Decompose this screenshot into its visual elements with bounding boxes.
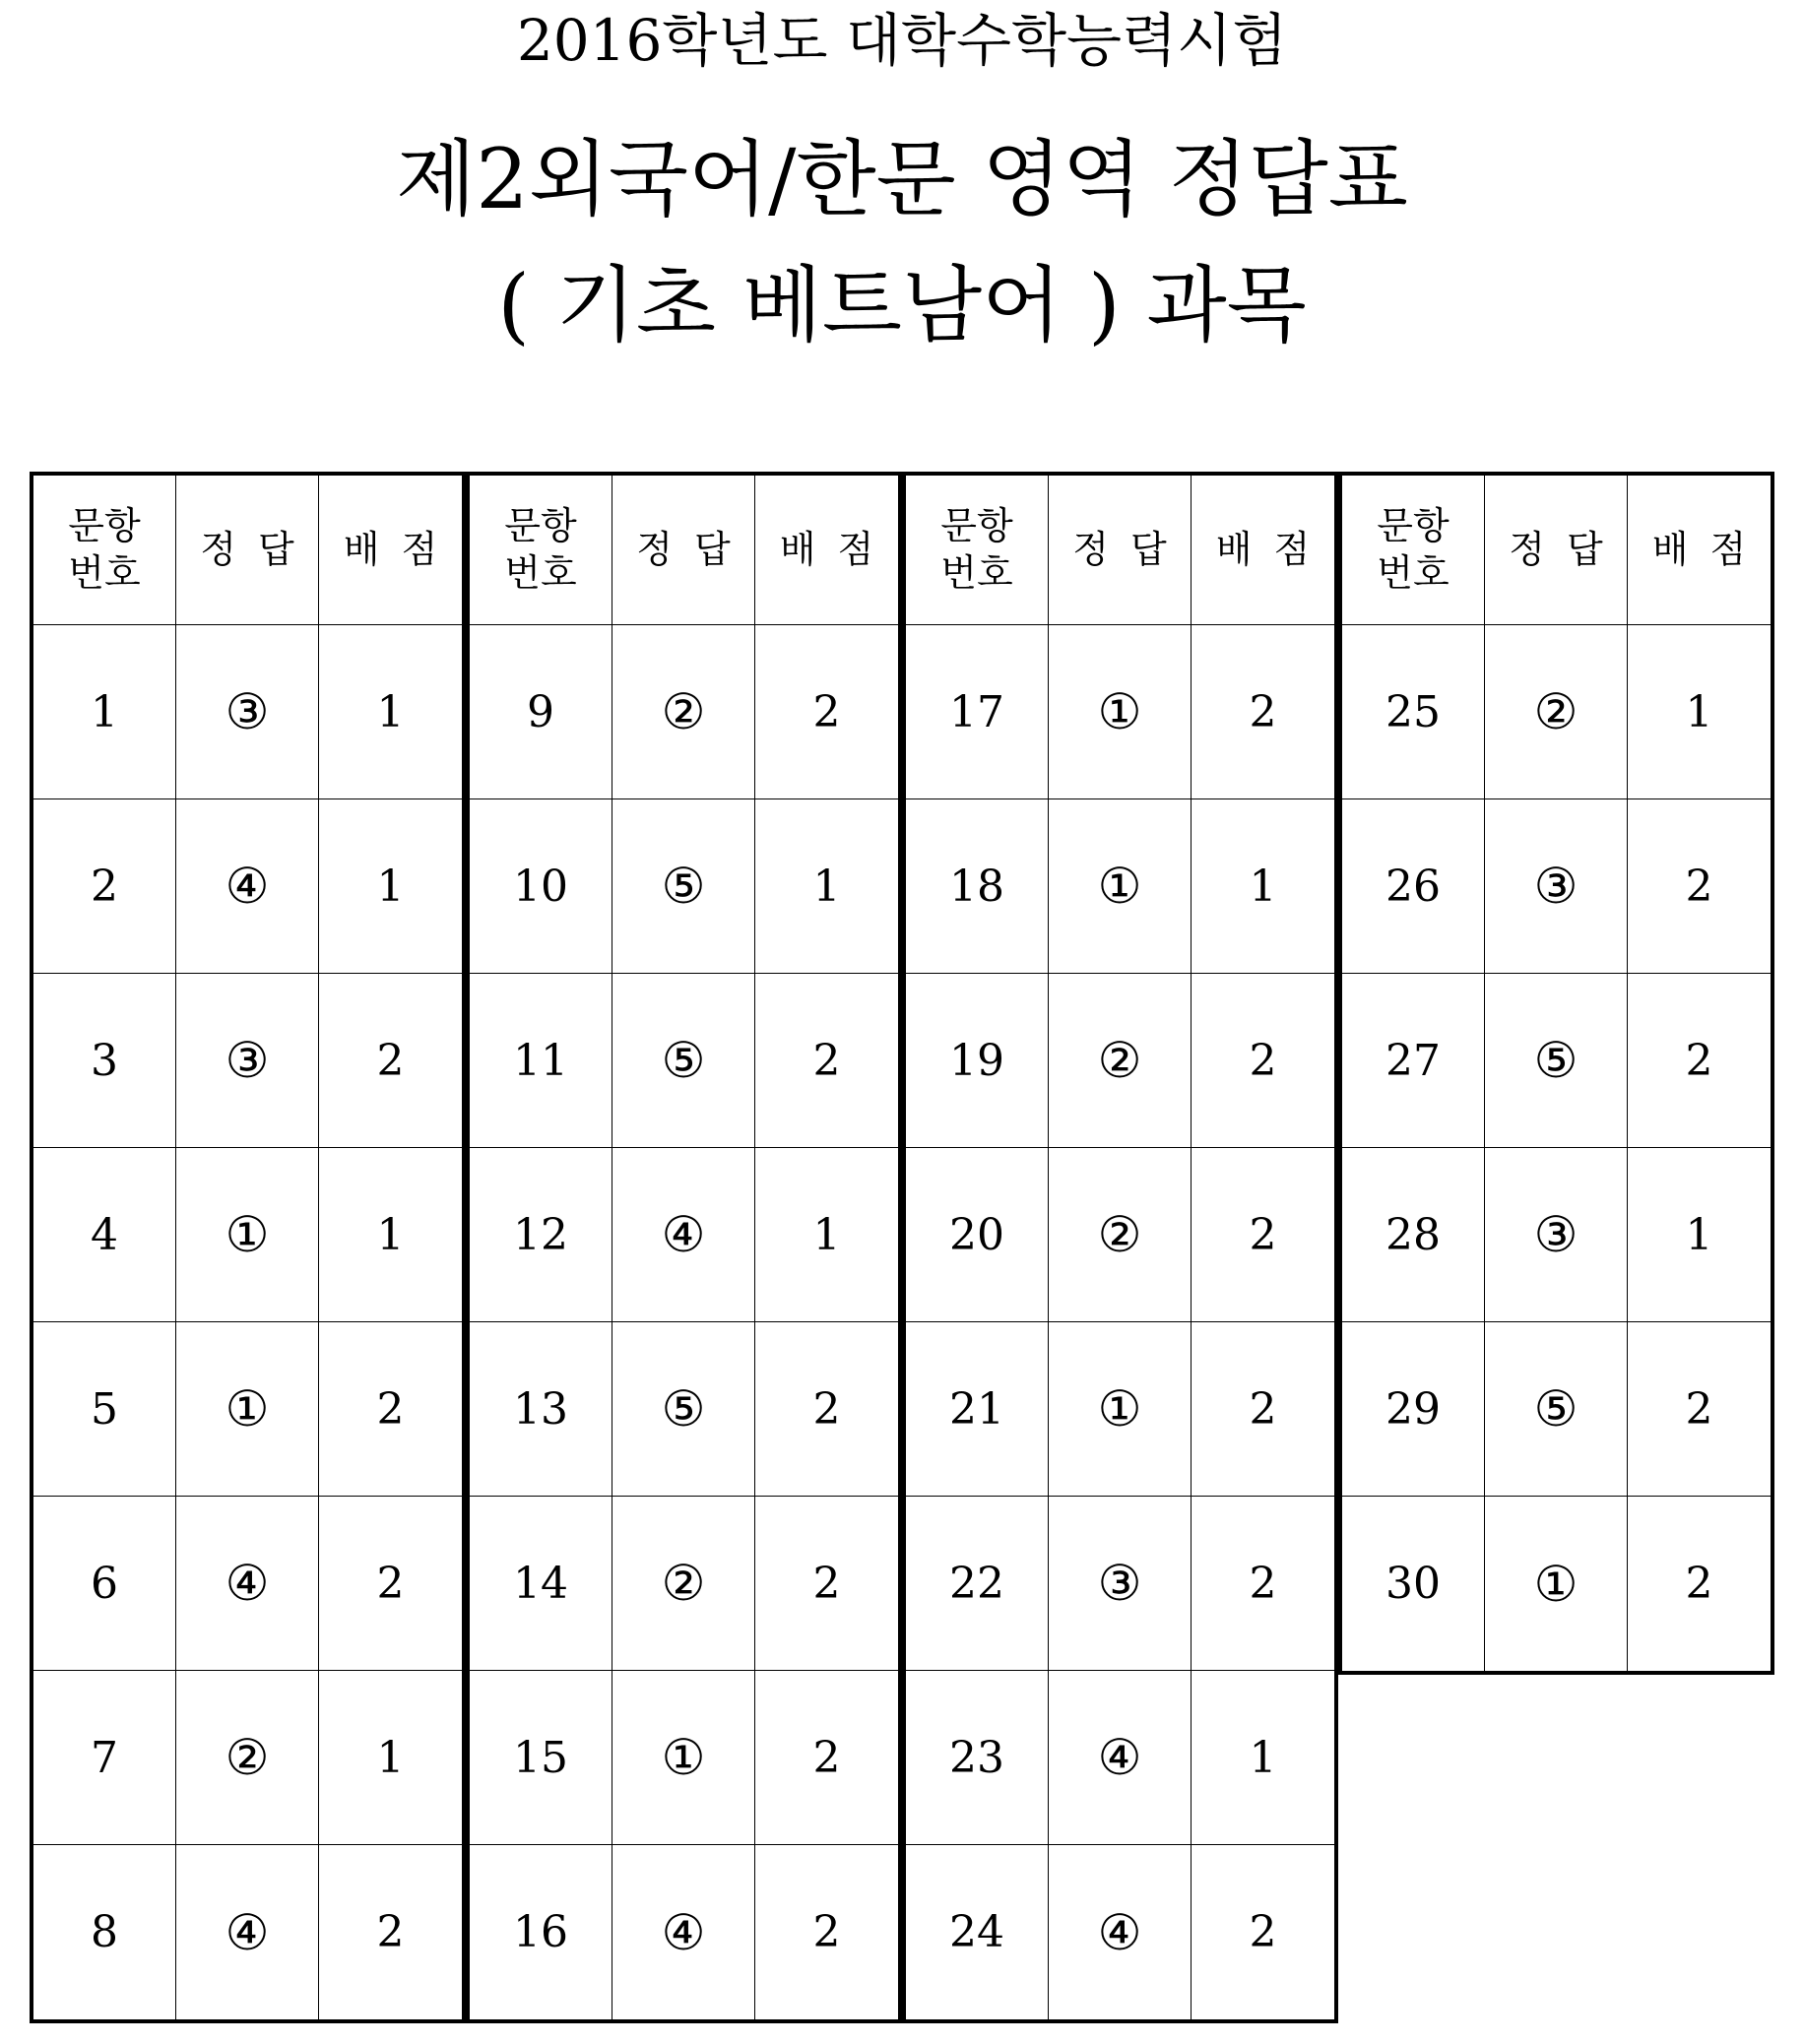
points-value: 1: [755, 799, 898, 974]
header-points: 배점: [319, 476, 462, 625]
correct-answer: ④: [1049, 1671, 1192, 1845]
points-value: 1: [1192, 1671, 1334, 1845]
header-answer: 정답: [1485, 476, 1628, 625]
points-value: 2: [1192, 625, 1334, 799]
question-number: 16: [470, 1845, 612, 2019]
correct-answer: ⑤: [612, 799, 755, 974]
points-value: 1: [319, 1148, 462, 1322]
points-value: 2: [376, 1907, 405, 1957]
header-answer: 정답: [176, 476, 319, 625]
exam-year-title: 2016학년도 대학수학능력시험: [516, 7, 1288, 74]
correct-answer: ①: [1049, 625, 1192, 799]
answer-block-2: [466, 472, 902, 2023]
question-number: 7: [33, 1671, 176, 1845]
question-number: 11: [470, 974, 612, 1148]
points-value: 2: [1685, 1559, 1713, 1609]
question-number: 1: [33, 625, 176, 799]
question-number: 18: [906, 799, 1049, 974]
points-value: 2: [1192, 1322, 1334, 1497]
question-number: 6: [33, 1497, 176, 1671]
question-number: 12: [470, 1148, 612, 1322]
correct-answer: ④: [176, 1497, 319, 1671]
answer-block-4: [1338, 472, 1774, 1675]
correct-answer: ③: [1485, 799, 1628, 974]
points-value: 1: [319, 799, 462, 974]
points-value: 2: [1192, 974, 1334, 1148]
points-value: 2: [319, 974, 462, 1148]
correct-answer: ②: [1485, 625, 1628, 799]
question-number: 21: [906, 1322, 1049, 1497]
correct-answer: ②: [1049, 1148, 1192, 1322]
header-points: 배점: [1628, 476, 1771, 625]
question-number: 4: [33, 1148, 176, 1322]
subject-title: ( 기초 베트남어 ) 과목: [497, 257, 1307, 353]
points-value: 2: [1628, 1322, 1771, 1497]
question-number: 20: [906, 1148, 1049, 1322]
correct-answer: ③: [1485, 1148, 1628, 1322]
points-value: 2: [1192, 1148, 1334, 1322]
points-value: 1: [1192, 799, 1334, 974]
correct-answer: ③: [176, 974, 319, 1148]
points-value: 1: [319, 1671, 462, 1845]
answer-sheet-title: 제2외국어/한문 영역 정답표: [396, 131, 1408, 227]
header-points: 배점: [1192, 476, 1334, 625]
points-value: 2: [755, 974, 898, 1148]
correct-answer: ②: [612, 1497, 755, 1671]
header-question-number: 문항 번호: [906, 476, 1049, 625]
question-number: 14: [470, 1497, 612, 1671]
correct-answer: ①: [1049, 1322, 1192, 1497]
header-answer: 정답: [612, 476, 755, 625]
points-value: 2: [1192, 1497, 1334, 1671]
question-number: 15: [470, 1671, 612, 1845]
correct-answer: ①: [176, 1148, 319, 1322]
points-value: 2: [1249, 1907, 1277, 1957]
question-number: 28: [1342, 1148, 1485, 1322]
question-number: 19: [906, 974, 1049, 1148]
correct-answer: ③: [176, 625, 319, 799]
correct-answer: ④: [1049, 1845, 1192, 2019]
points-value: 2: [755, 1497, 898, 1671]
points-value: 2: [755, 625, 898, 799]
answer-block-1: [30, 472, 466, 2023]
question-number: 8: [33, 1845, 176, 2019]
question-number: 25: [1342, 625, 1485, 799]
correct-answer: ②: [176, 1671, 319, 1845]
correct-answer: ②: [1049, 974, 1192, 1148]
correct-answer: ④: [612, 1148, 755, 1322]
header-question-number: 문항 번호: [33, 476, 176, 625]
question-number: 5: [33, 1322, 176, 1497]
correct-answer: ①: [1485, 1497, 1628, 1671]
correct-answer: ③: [1049, 1497, 1192, 1671]
correct-answer: ①: [612, 1671, 755, 1845]
points-value: 1: [1628, 1148, 1771, 1322]
correct-answer: ①: [176, 1322, 319, 1497]
points-value: 2: [319, 1322, 462, 1497]
answer-table: [30, 472, 1774, 2015]
points-value: 2: [319, 1497, 462, 1671]
question-number: 22: [906, 1497, 1049, 1671]
question-number: 27: [1342, 974, 1485, 1148]
points-value: 2: [1628, 799, 1771, 974]
header-answer: 정답: [1049, 476, 1192, 625]
question-number: 10: [470, 799, 612, 974]
correct-answer: ⑤: [1485, 1322, 1628, 1497]
correct-answer: ⑤: [612, 1322, 755, 1497]
correct-answer: ⑤: [612, 974, 755, 1148]
correct-answer: ④: [176, 1845, 319, 2019]
points-value: 1: [1628, 625, 1771, 799]
points-value: 1: [755, 1148, 898, 1322]
points-value: 2: [1628, 974, 1771, 1148]
points-value: 2: [755, 1322, 898, 1497]
correct-answer: ④: [612, 1845, 755, 2019]
answer-block-3: [902, 472, 1338, 2023]
question-number: 30: [1342, 1497, 1485, 1671]
correct-answer: ④: [176, 799, 319, 974]
header-question-number: 문항 번호: [1342, 476, 1485, 625]
points-value: 2: [812, 1907, 841, 1957]
correct-answer: ②: [612, 625, 755, 799]
points-value: 2: [755, 1671, 898, 1845]
question-number: 2: [33, 799, 176, 974]
header-question-number: 문항 번호: [470, 476, 612, 625]
question-number: 29: [1342, 1322, 1485, 1497]
question-number: 9: [470, 625, 612, 799]
question-number: 26: [1342, 799, 1485, 974]
question-number: 3: [33, 974, 176, 1148]
question-number: 17: [906, 625, 1049, 799]
question-number: 23: [906, 1671, 1049, 1845]
question-number: 24: [906, 1845, 1049, 2019]
points-value: 1: [319, 625, 462, 799]
question-number: 13: [470, 1322, 612, 1497]
correct-answer: ①: [1049, 799, 1192, 974]
header-points: 배점: [755, 476, 898, 625]
correct-answer: ⑤: [1485, 974, 1628, 1148]
